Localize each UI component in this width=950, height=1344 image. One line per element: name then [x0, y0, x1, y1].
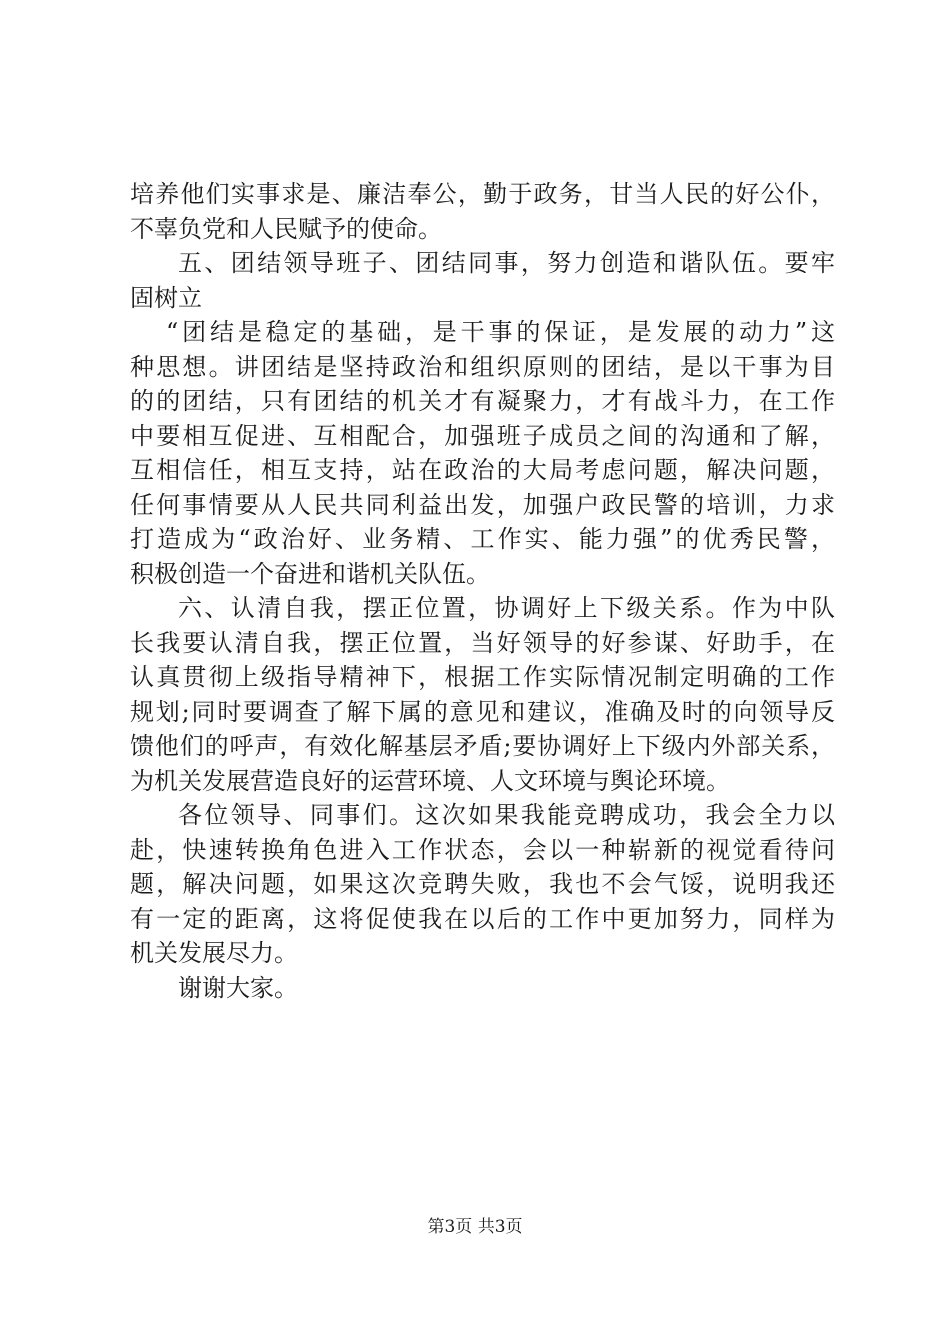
text-line: “团结是稳定的基础，是干事的保证，是发展的动力”这 [166, 318, 835, 346]
text-line: 中要相互促进、互相配合，加强班子成员之间的沟通和了解， [130, 421, 835, 450]
text-line: 的的团结，只有团结的机关才有凝聚力，才有战斗力，在工作 [130, 387, 835, 415]
text-line: 固树立 [130, 283, 202, 312]
text-line: 五、团结领导班子、团结同事，努力创造和谐队伍。要牢 [178, 249, 835, 277]
text-line: 题，解决问题，如果这次竞聘失败，我也不会气馁，说明我还 [130, 870, 835, 898]
text-line: 打造成为“政治好、业务精、工作实、能力强”的优秀民警， [130, 525, 835, 553]
text-line: 长我要认清自我，摆正位置，当好领导的好参谋、好助手，在 [130, 628, 835, 657]
text-line: 规划;同时要调查了解下属的意见和建议，准确及时的向领导反 [130, 697, 835, 726]
text-line: 赴，快速转换角色进入工作状态，会以一种崭新的视觉看待问 [130, 835, 835, 864]
text-line: 为机关发展营造良好的运营环境、人文环境与舆论环境。 [130, 766, 730, 795]
text-line: 不辜负党和人民赋予的使命。 [130, 214, 442, 243]
text-line: 积极创造一个奋进和谐机关队伍。 [130, 559, 490, 588]
text-line: 任何事情要从人民共同利益出发，加强户政民警的培训，力求 [130, 490, 835, 519]
text-line: 谢谢大家。 [178, 973, 298, 1002]
text-line: 认真贯彻上级指导精神下，根据工作实际情况制定明确的工作 [130, 663, 835, 691]
document-body [130, 177, 835, 1005]
text-line: 各位领导、同事们。这次如果我能竞聘成功，我会全力以 [178, 801, 835, 829]
text-line: 培养他们实事求是、廉洁奉公，勤于政务，甘当人民的好公仆， [130, 180, 835, 208]
text-line: 互相信任，相互支持，站在政治的大局考虑问题，解决问题， [130, 456, 835, 484]
text-line: 六、认清自我，摆正位置，协调好上下级关系。作为中队 [178, 594, 835, 622]
text-line: 种思想。讲团结是坚持政治和组织原则的团结，是以干事为目 [130, 352, 835, 381]
page-number: 第3页 共3页 [427, 1217, 523, 1237]
text-line: 有一定的距离，这将促使我在以后的工作中更加努力，同样为 [130, 904, 835, 933]
text-line: 馈他们的呼声，有效化解基层矛盾;要协调好上下级内外部关系， [130, 732, 835, 760]
text-line: 机关发展尽力。 [130, 939, 298, 967]
page-footer [0, 1212, 950, 1237]
